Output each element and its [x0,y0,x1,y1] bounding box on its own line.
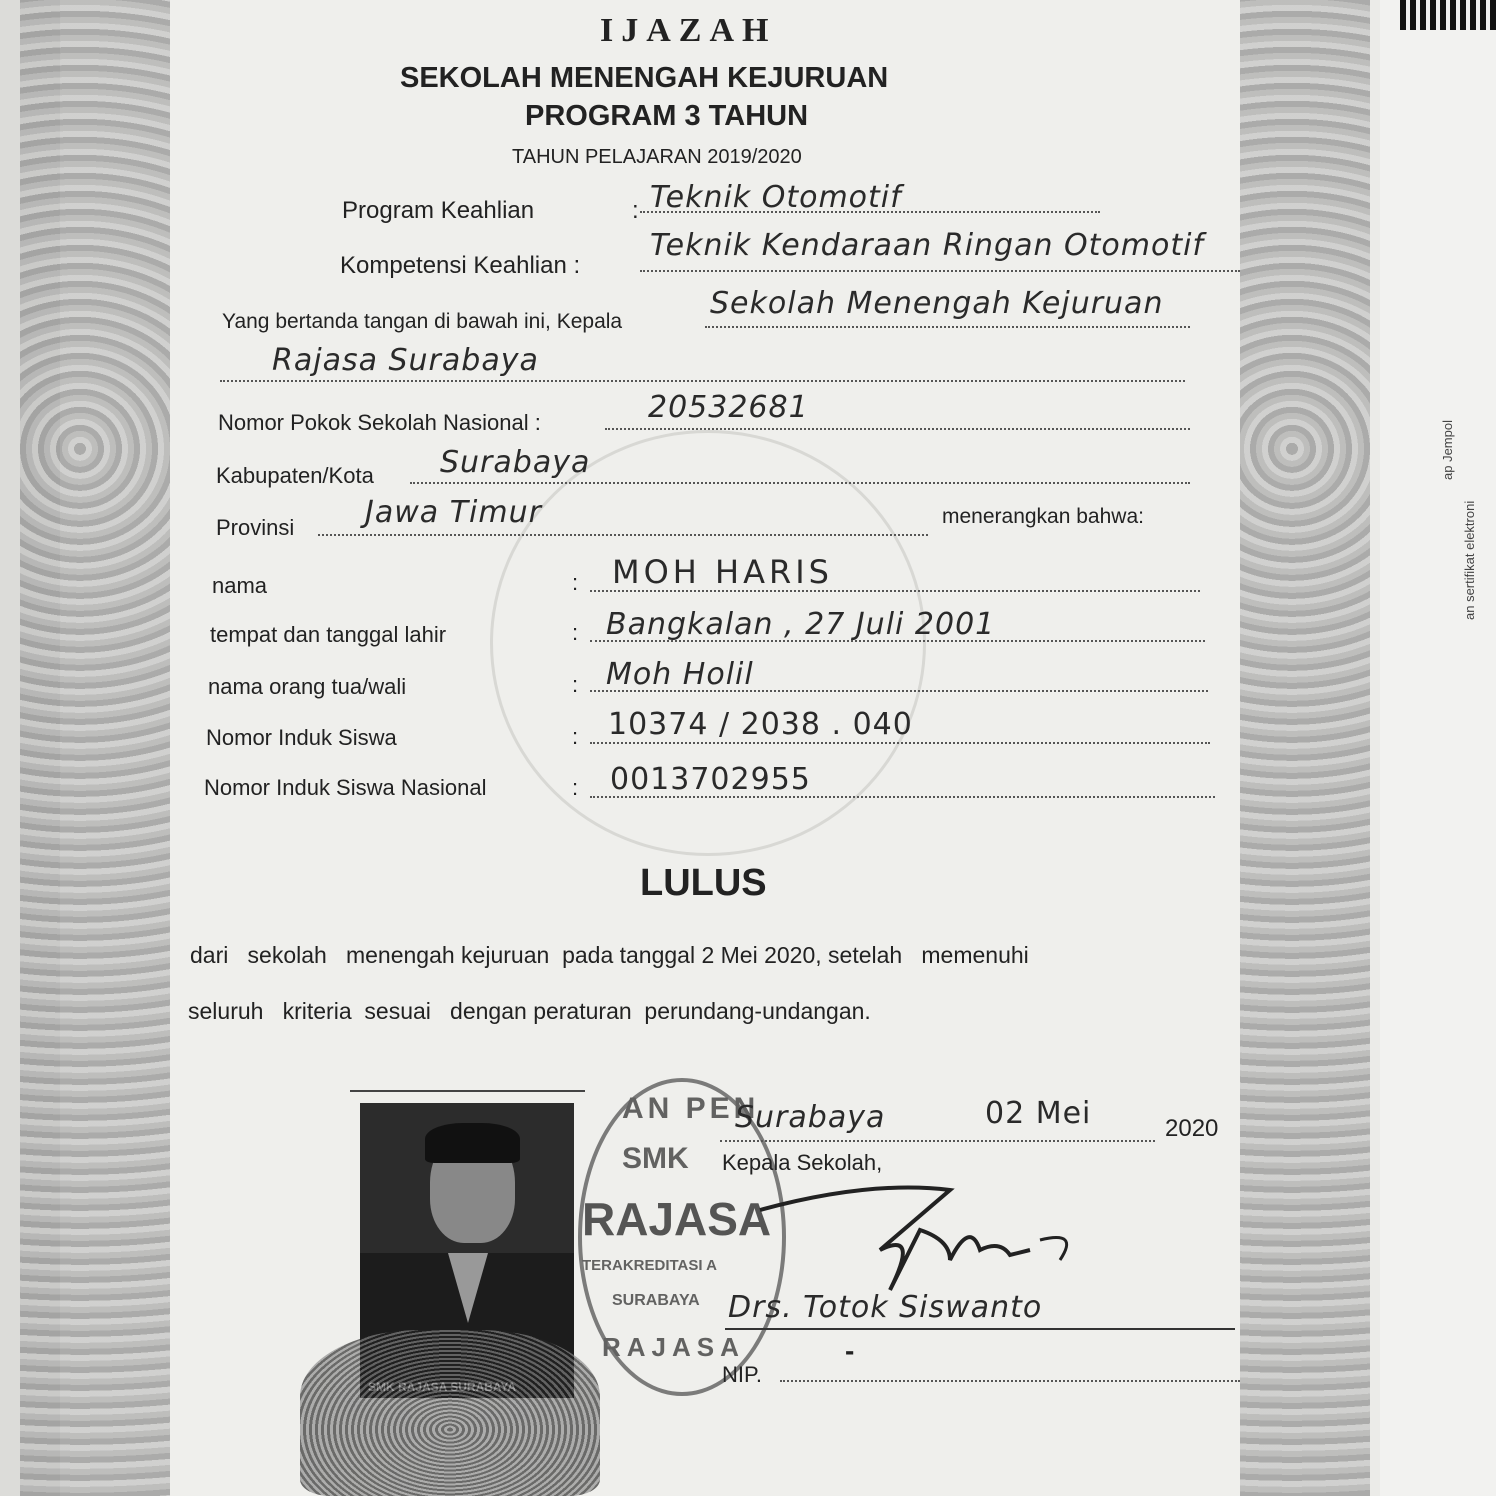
name-underline [725,1328,1235,1330]
colon: : [572,672,579,697]
nama-value: MOH HARIS [612,553,833,591]
kota-value: Surabaya [440,445,591,480]
kompetensi-value: Teknik Kendaraan Ringan Otomotif [650,228,1204,263]
nisn-value: 0013702955 [610,762,811,797]
colon: : [572,724,579,749]
doc-title: IJAZAH [600,12,777,49]
academic-year: TAHUN PELAJARAN 2019/2020 [512,146,802,168]
dotted-line [640,270,1240,272]
dotted-line [605,428,1190,430]
ortu-value: Moh Holil [606,657,754,692]
provinsi-value: Jawa Timur [365,495,542,530]
dotted-line [410,482,1190,484]
program-keahlian-label: Program Keahlian [342,197,535,224]
photo-top-line [350,1090,585,1092]
dotted-line [220,380,1185,382]
fingerprint-icon [300,1330,600,1496]
dotted-line [720,1140,1155,1142]
school-name-line1: Sekolah Menengah Kejuruan [710,286,1164,321]
ornamental-border-right [1240,0,1370,1496]
graduation-status: LULUS [640,862,767,904]
seal-smk: SMK [622,1142,689,1175]
dotted-line [780,1380,1240,1382]
dotted-line [590,590,1200,592]
side-note-1: ap Jempol [1440,420,1455,480]
seal-bottom-text: RAJASA [602,1332,745,1362]
result-text-line1: dari sekolah menengah kejuruan pada tanggal 2 Mei 2020, setelah memenuhi [190,942,1029,968]
seal-city: SURABAYA [612,1292,700,1309]
provinsi-label: Provinsi [216,515,295,540]
ttl-value: Bangkalan , 27 Juli 2001 [606,607,996,642]
headmaster-name: Drs. Totok Siswanto [728,1290,1043,1325]
dotted-line [640,211,1100,213]
nip-value: - [845,1335,855,1366]
sign-year: 2020 [1165,1115,1219,1142]
kota-label: Kabupaten/Kota [216,463,374,488]
headmaster-signature [720,1170,1120,1310]
result-text-line2: seluruh kriteria sesuai dengan peraturan perundang-undangan. [188,998,871,1024]
photo-hair [425,1123,520,1163]
sign-date: 02 Mei [985,1096,1092,1131]
program-keahlian-value: Teknik Otomotif [650,180,902,215]
colon: : [632,197,639,224]
dotted-line [590,640,1205,642]
dotted-line [590,742,1210,744]
dotted-line [590,690,1208,692]
nisn-label: Nomor Induk Siswa Nasional [204,775,487,800]
nama-label: nama [212,573,268,598]
nip-label: NIP. [722,1362,762,1387]
colon: : [572,620,579,645]
dotted-line [705,326,1190,328]
colon: : [572,570,579,595]
seal-top-text: AN PEN [622,1092,760,1125]
npsn-label: Nomor Pokok Sekolah Nasional : [218,410,541,435]
back-sheet-right [1380,0,1496,1496]
menerangkan-text: menerangkan bahwa: [942,505,1144,528]
npsn-value: 20532681 [648,390,809,425]
colon: : [572,775,579,800]
ornamental-border-left [20,0,170,1496]
sign-place: Surabaya [735,1100,886,1135]
seal-accreditation: TERAKREDITASI A [582,1257,717,1274]
side-note-2: an sertifikat elektroni [1462,500,1477,620]
school-type: SEKOLAH MENENGAH KEJURUAN [400,62,889,94]
school-name-line2: Rajasa Surabaya [272,343,539,378]
sign-role: Kepala Sekolah, [722,1150,883,1175]
nis-label: Nomor Induk Siswa [206,725,397,750]
nis-value: 10374 / 2038 . 040 [608,707,913,742]
qr-code-icon [1400,0,1496,30]
seal-name: RAJASA [582,1193,772,1245]
dotted-line [590,796,1215,798]
dotted-line [318,534,928,536]
program-duration: PROGRAM 3 TAHUN [525,100,809,132]
ortu-label: nama orang tua/wali [208,674,407,699]
signer-intro: Yang bertanda tangan di bawah ini, Kepala [222,310,623,333]
kompetensi-label: Kompetensi Keahlian : [340,252,581,279]
ttl-label: tempat dan tanggal lahir [210,622,447,647]
